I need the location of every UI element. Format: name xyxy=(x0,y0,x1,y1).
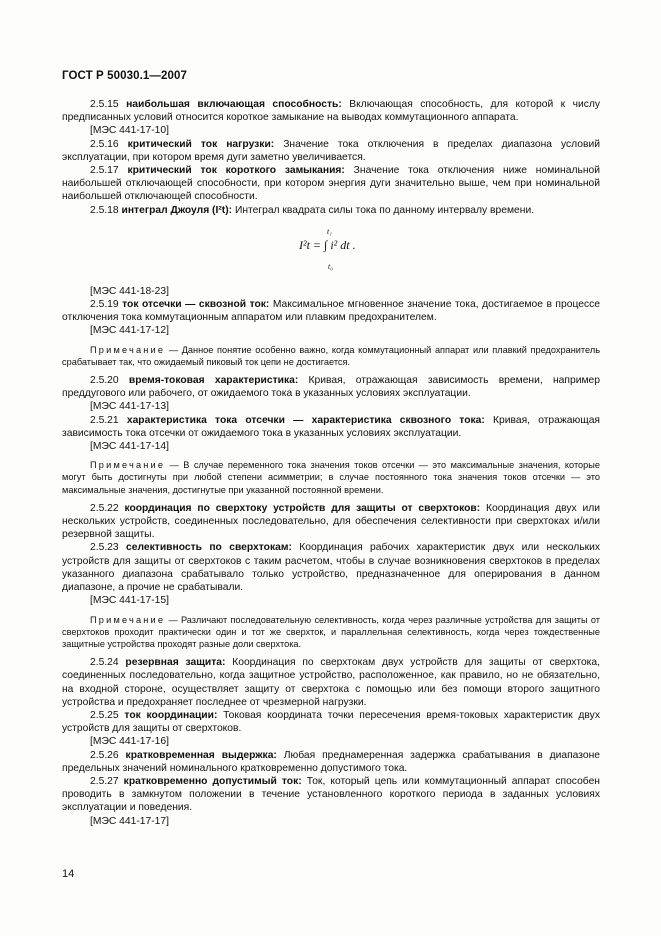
clause-text: Координация по сверхтокам двух устройств для защиты от сверхтока, соединенных последовательно, когда защитное устройство, расположенное, как правило, но не обязательно, на входной стороне, осуществляет защиту от сверхтока с помощью или без помощи второго защитного устройства и предохраняет последнее от чрезмерной нагрузки. xyxy=(62,657,600,708)
clause-number: 2.5.15 xyxy=(90,99,127,110)
clause-2-5-19 xyxy=(62,298,600,324)
clause-text: Кривая, отражающая зависимость времени, например преддугового или рабочего, от ожидаемого тока в указанных условиях эксплуатации. xyxy=(62,375,600,400)
note-label: Примечание xyxy=(90,614,166,625)
clause-text: Кривая, отражающая зависимость тока отсечки от ожидаемого тока в указанных условиях эксплуатации. xyxy=(62,414,600,439)
document-header: ГОСТ Р 50030.1—2007 xyxy=(62,70,187,82)
clause-term: ток координации: xyxy=(124,709,218,721)
clause-2-5-24 xyxy=(62,656,600,709)
clause-number: 2.5.21 xyxy=(90,414,127,426)
clause-number: 2.5.16 xyxy=(90,138,128,150)
clause-term: характеристика тока отсечки — характеристика сквозного тока: xyxy=(126,414,485,426)
clause-text: Интеграл квадрата силы тока по данному интервалу времени. xyxy=(232,204,535,216)
clause-2-5-25 xyxy=(62,709,600,735)
clause-2-5-17 xyxy=(62,164,600,204)
reference: [МЭС 441-18-23] xyxy=(90,285,169,297)
clause-2-5-22 xyxy=(62,502,600,542)
clause-text: Токовая координата точки пересечения время-токовых характеристик двух устройств для защиты от сверхтоков. xyxy=(62,709,600,735)
clause-term: резервная защита: xyxy=(125,657,226,669)
clause-2-5-15 xyxy=(62,98,600,124)
clause-number: 2.5.18 xyxy=(90,204,122,216)
clause-term: кратковременно допустимый ток: xyxy=(123,775,302,787)
clause-term: кратковременная выдержка: xyxy=(125,749,277,761)
reference: [МЭС 441-17-12] xyxy=(90,325,169,337)
clause-term: ток отсечки — сквозной ток: xyxy=(122,299,270,311)
clause-number: 2.5.17 xyxy=(90,165,128,177)
clause-2-5-23 xyxy=(62,541,600,594)
reference: [МЭС 441-17-14] xyxy=(90,441,169,453)
clause-2-5-21 xyxy=(62,414,600,440)
page-number: 14 xyxy=(62,868,75,880)
clause-2-5-27 xyxy=(62,775,600,815)
note-1 xyxy=(62,344,600,368)
clause-number: 2.5.19 xyxy=(90,299,123,311)
clause-term: критический ток нагрузки: xyxy=(127,138,275,150)
clause-number: 2.5.26 xyxy=(90,749,126,761)
clause-text: Максимальное мгновенное значение тока, достигаемое в процессе отключения тока коммутационным аппаратом или плавким предохранителем. xyxy=(62,299,600,324)
clause-text: Любая преднамеренная задержка срабатывания в диапазоне предельных значений номинального кратковременно допустимого тока. xyxy=(62,749,601,774)
clause-text: Ток, который цепь или коммутационный аппарат способен проводить в замкнутом положении в течение установленного короткого периода в заданных условиях эксплуатации и поведения. xyxy=(62,775,600,814)
note-label: Примечание xyxy=(90,460,166,471)
formula-expression: I²t = ∫ i² dt . xyxy=(299,237,356,252)
reference: [МЭС 441-17-13] xyxy=(90,401,169,413)
note-text: — В случае переменного тока значения токов отсечки — это максимальные значения, которые могут быть достигнуты при любой степени асимметрии; в случае постоянного тока значения токов отсечки — это максимальные значения, достигнутые при указанной постоянной времени. xyxy=(62,460,600,495)
reference: [МЭС 441-17-17] xyxy=(90,815,169,827)
clause-term: интеграл Джоуля (I²t): xyxy=(121,204,233,216)
clause-number: 2.5.24 xyxy=(90,657,126,669)
clause-text: Координация двух или нескольких устройств, соединенных последовательно, для обеспечения селективности при сверхтоках и/или резервной защиты. xyxy=(62,502,601,541)
clause-term: селективность по сверхтокам: xyxy=(126,542,292,554)
clause-2-5-26 xyxy=(62,749,600,775)
note-text: — Различают последовательную селективность, когда через различные устройства для защиты от сверхтоков проходит практически один и тот же сверхток, и параллельная селективность, когда через тождественные защитные устройства проходят разные доли сверхтока. xyxy=(62,614,600,649)
clause-number: 2.5.22 xyxy=(90,502,125,514)
joule-integral-formula xyxy=(62,225,600,281)
document-body xyxy=(62,98,600,828)
clause-text: Значение тока отключения ниже номинальной наибольшей отключающей способности, при котором энергия дуги значительно выше, чем при номинальной наибольшей отключающей способности. xyxy=(62,165,600,203)
clause-2-5-16 xyxy=(62,138,600,164)
clause-2-5-20 xyxy=(62,374,600,400)
integral-upper-limit: t₁ xyxy=(327,226,333,236)
integral-lower-limit: t₀ xyxy=(328,261,334,271)
clause-term: координация по сверхтоку устройств для защиты от сверхтоков: xyxy=(124,502,481,514)
clause-number: 2.5.23 xyxy=(90,542,127,554)
note-label: Примечание xyxy=(90,344,166,355)
clause-number: 2.5.27 xyxy=(90,775,124,787)
reference: [МЭС 441-17-10] xyxy=(90,125,169,137)
clause-number: 2.5.20 xyxy=(90,375,129,387)
clause-2-5-18 xyxy=(62,204,600,217)
clause-number: 2.5.25 xyxy=(90,709,125,721)
note-3 xyxy=(62,614,600,651)
clause-term: критический ток короткого замыкания: xyxy=(127,165,345,177)
clause-term: время-токовая характеристика: xyxy=(128,375,299,387)
clause-text: Значение тока отключения в пределах диапазона условий эксплуатации, при котором время дуги заметно увеличивается. xyxy=(62,138,600,163)
clause-text: Включающая способность, для которой к числу предписанных условий относится короткое замыкание на выводах коммутационного аппарата. xyxy=(62,99,601,124)
note-text: — Данное понятие особенно важно, когда коммутационный аппарат или плавкий предохранитель срабатывает так, что ожидаемый пиковый ток цепи не достигается. xyxy=(62,344,600,367)
reference: [МЭС 441-17-16] xyxy=(90,736,169,748)
clause-text: Координация рабочих характеристик двух или нескольких устройств для защиты от сверхтоков с таким расчетом, чтобы в случае возникновения сверхтоков в пределах указанного диапазона срабатывало только устройство, предназначенное для оперирования в данном диапазоне, а прочие не срабатывали. xyxy=(62,542,601,594)
note-2 xyxy=(62,459,600,496)
reference: [МЭС 441-17-15] xyxy=(90,595,169,607)
clause-term: наибольшая включающая способность: xyxy=(126,99,342,110)
